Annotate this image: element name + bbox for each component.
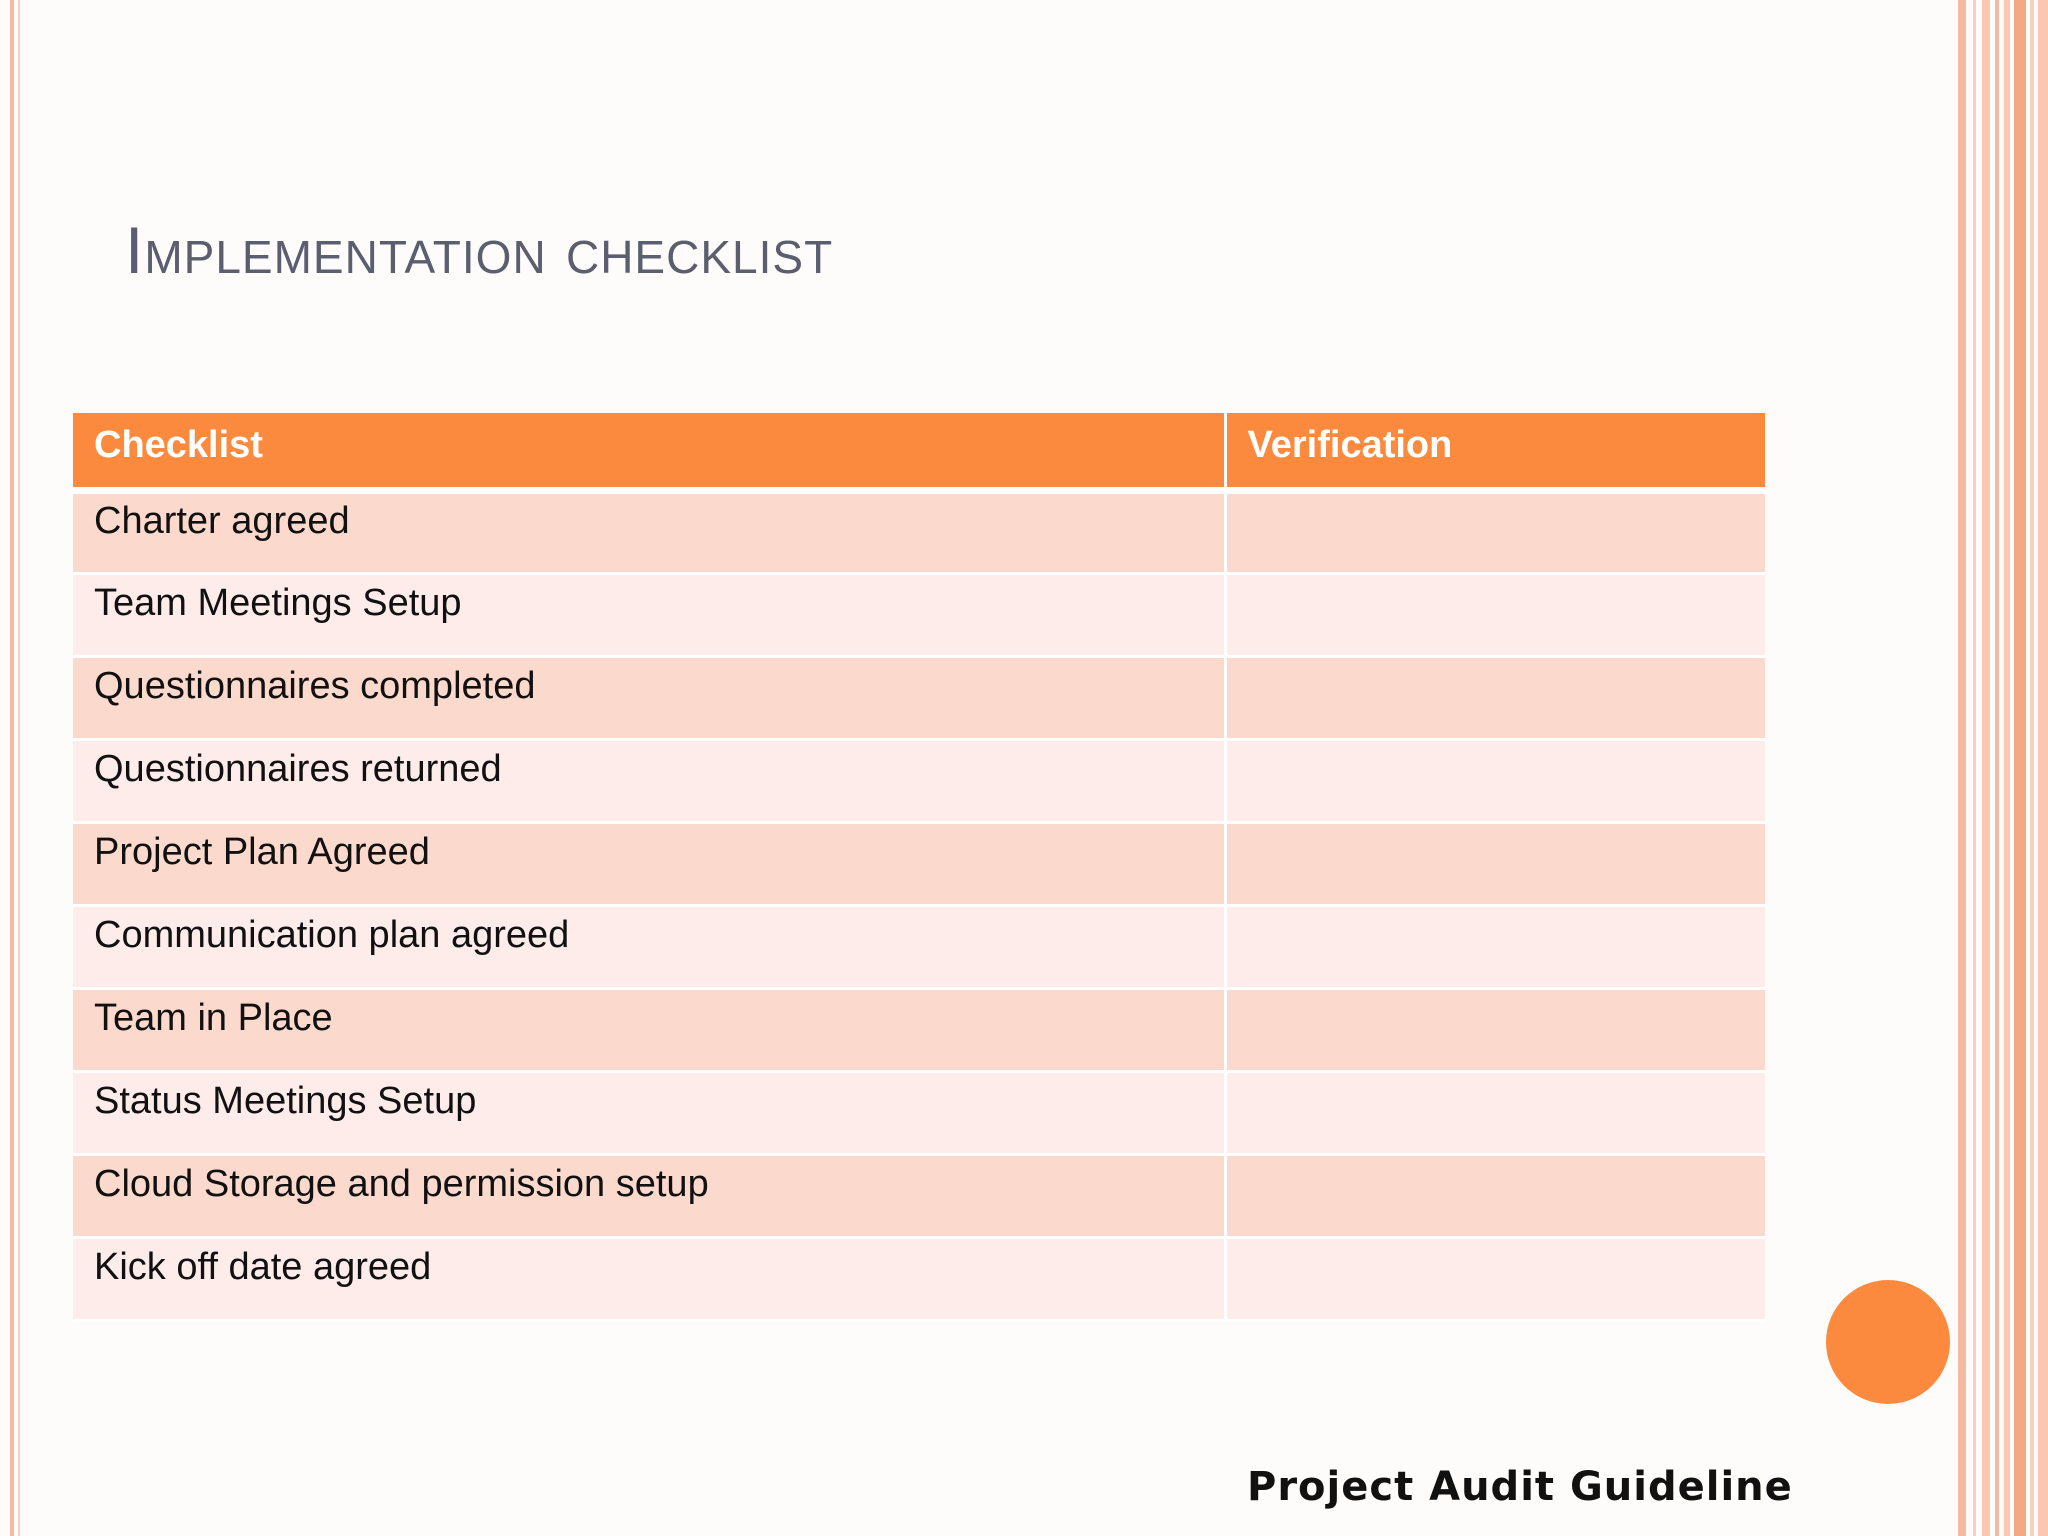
verification-cell (1225, 573, 1765, 656)
slide-title: Implementation checklist (125, 213, 834, 287)
checklist-cell: Questionnaires completed (73, 656, 1225, 739)
table-row (73, 573, 1765, 656)
checklist-cell: Project Plan Agreed (73, 822, 1225, 905)
decorative-circle (1826, 1280, 1950, 1404)
table-header-row (73, 413, 1765, 490)
right-border-stripe (1958, 0, 1966, 1536)
checklist-cell: Kick off date agreed (73, 1237, 1225, 1320)
checklist-cell: Team Meetings Setup (73, 573, 1225, 656)
checklist-cell: Questionnaires returned (73, 739, 1225, 822)
table-row (73, 1154, 1765, 1237)
right-border-stripe (2038, 0, 2048, 1536)
verification-cell (1225, 988, 1765, 1071)
verification-cell (1225, 739, 1765, 822)
verification-cell (1225, 1154, 1765, 1237)
table-row (73, 822, 1765, 905)
checklist-cell: Team in Place (73, 988, 1225, 1071)
checklist-cell: Cloud Storage and permission setup (73, 1154, 1225, 1237)
checklist-cell: Charter agreed (73, 490, 1225, 573)
right-border-stripe (1973, 0, 1976, 1536)
verification-cell (1225, 1071, 1765, 1154)
table-row (73, 1071, 1765, 1154)
left-border-stripe (10, 0, 14, 1536)
right-border-stripe (2004, 0, 2010, 1536)
right-border-stripe (1995, 0, 1999, 1536)
right-border-stripe (2030, 0, 2034, 1536)
table-row (73, 988, 1765, 1071)
right-border-stripe (1982, 0, 1990, 1536)
header-verification: Verification (1225, 413, 1765, 490)
verification-cell (1225, 656, 1765, 739)
verification-cell (1225, 905, 1765, 988)
checklist-cell: Status Meetings Setup (73, 1071, 1225, 1154)
header-checklist: Checklist (73, 413, 1225, 490)
right-border-stripe (2014, 0, 2026, 1536)
table-row (73, 905, 1765, 988)
verification-cell (1225, 822, 1765, 905)
table-row (73, 656, 1765, 739)
left-border-stripe-thin (18, 0, 20, 1536)
checklist-cell: Communication plan agreed (73, 905, 1225, 988)
table-row (73, 490, 1765, 573)
footer-text: Project Audit Guideline (1247, 1464, 1793, 1510)
right-border-band (1955, 0, 2048, 1536)
checklist-table (73, 413, 1765, 1322)
verification-cell (1225, 1237, 1765, 1320)
table-row (73, 1237, 1765, 1320)
table-row (73, 739, 1765, 822)
verification-cell (1225, 490, 1765, 573)
